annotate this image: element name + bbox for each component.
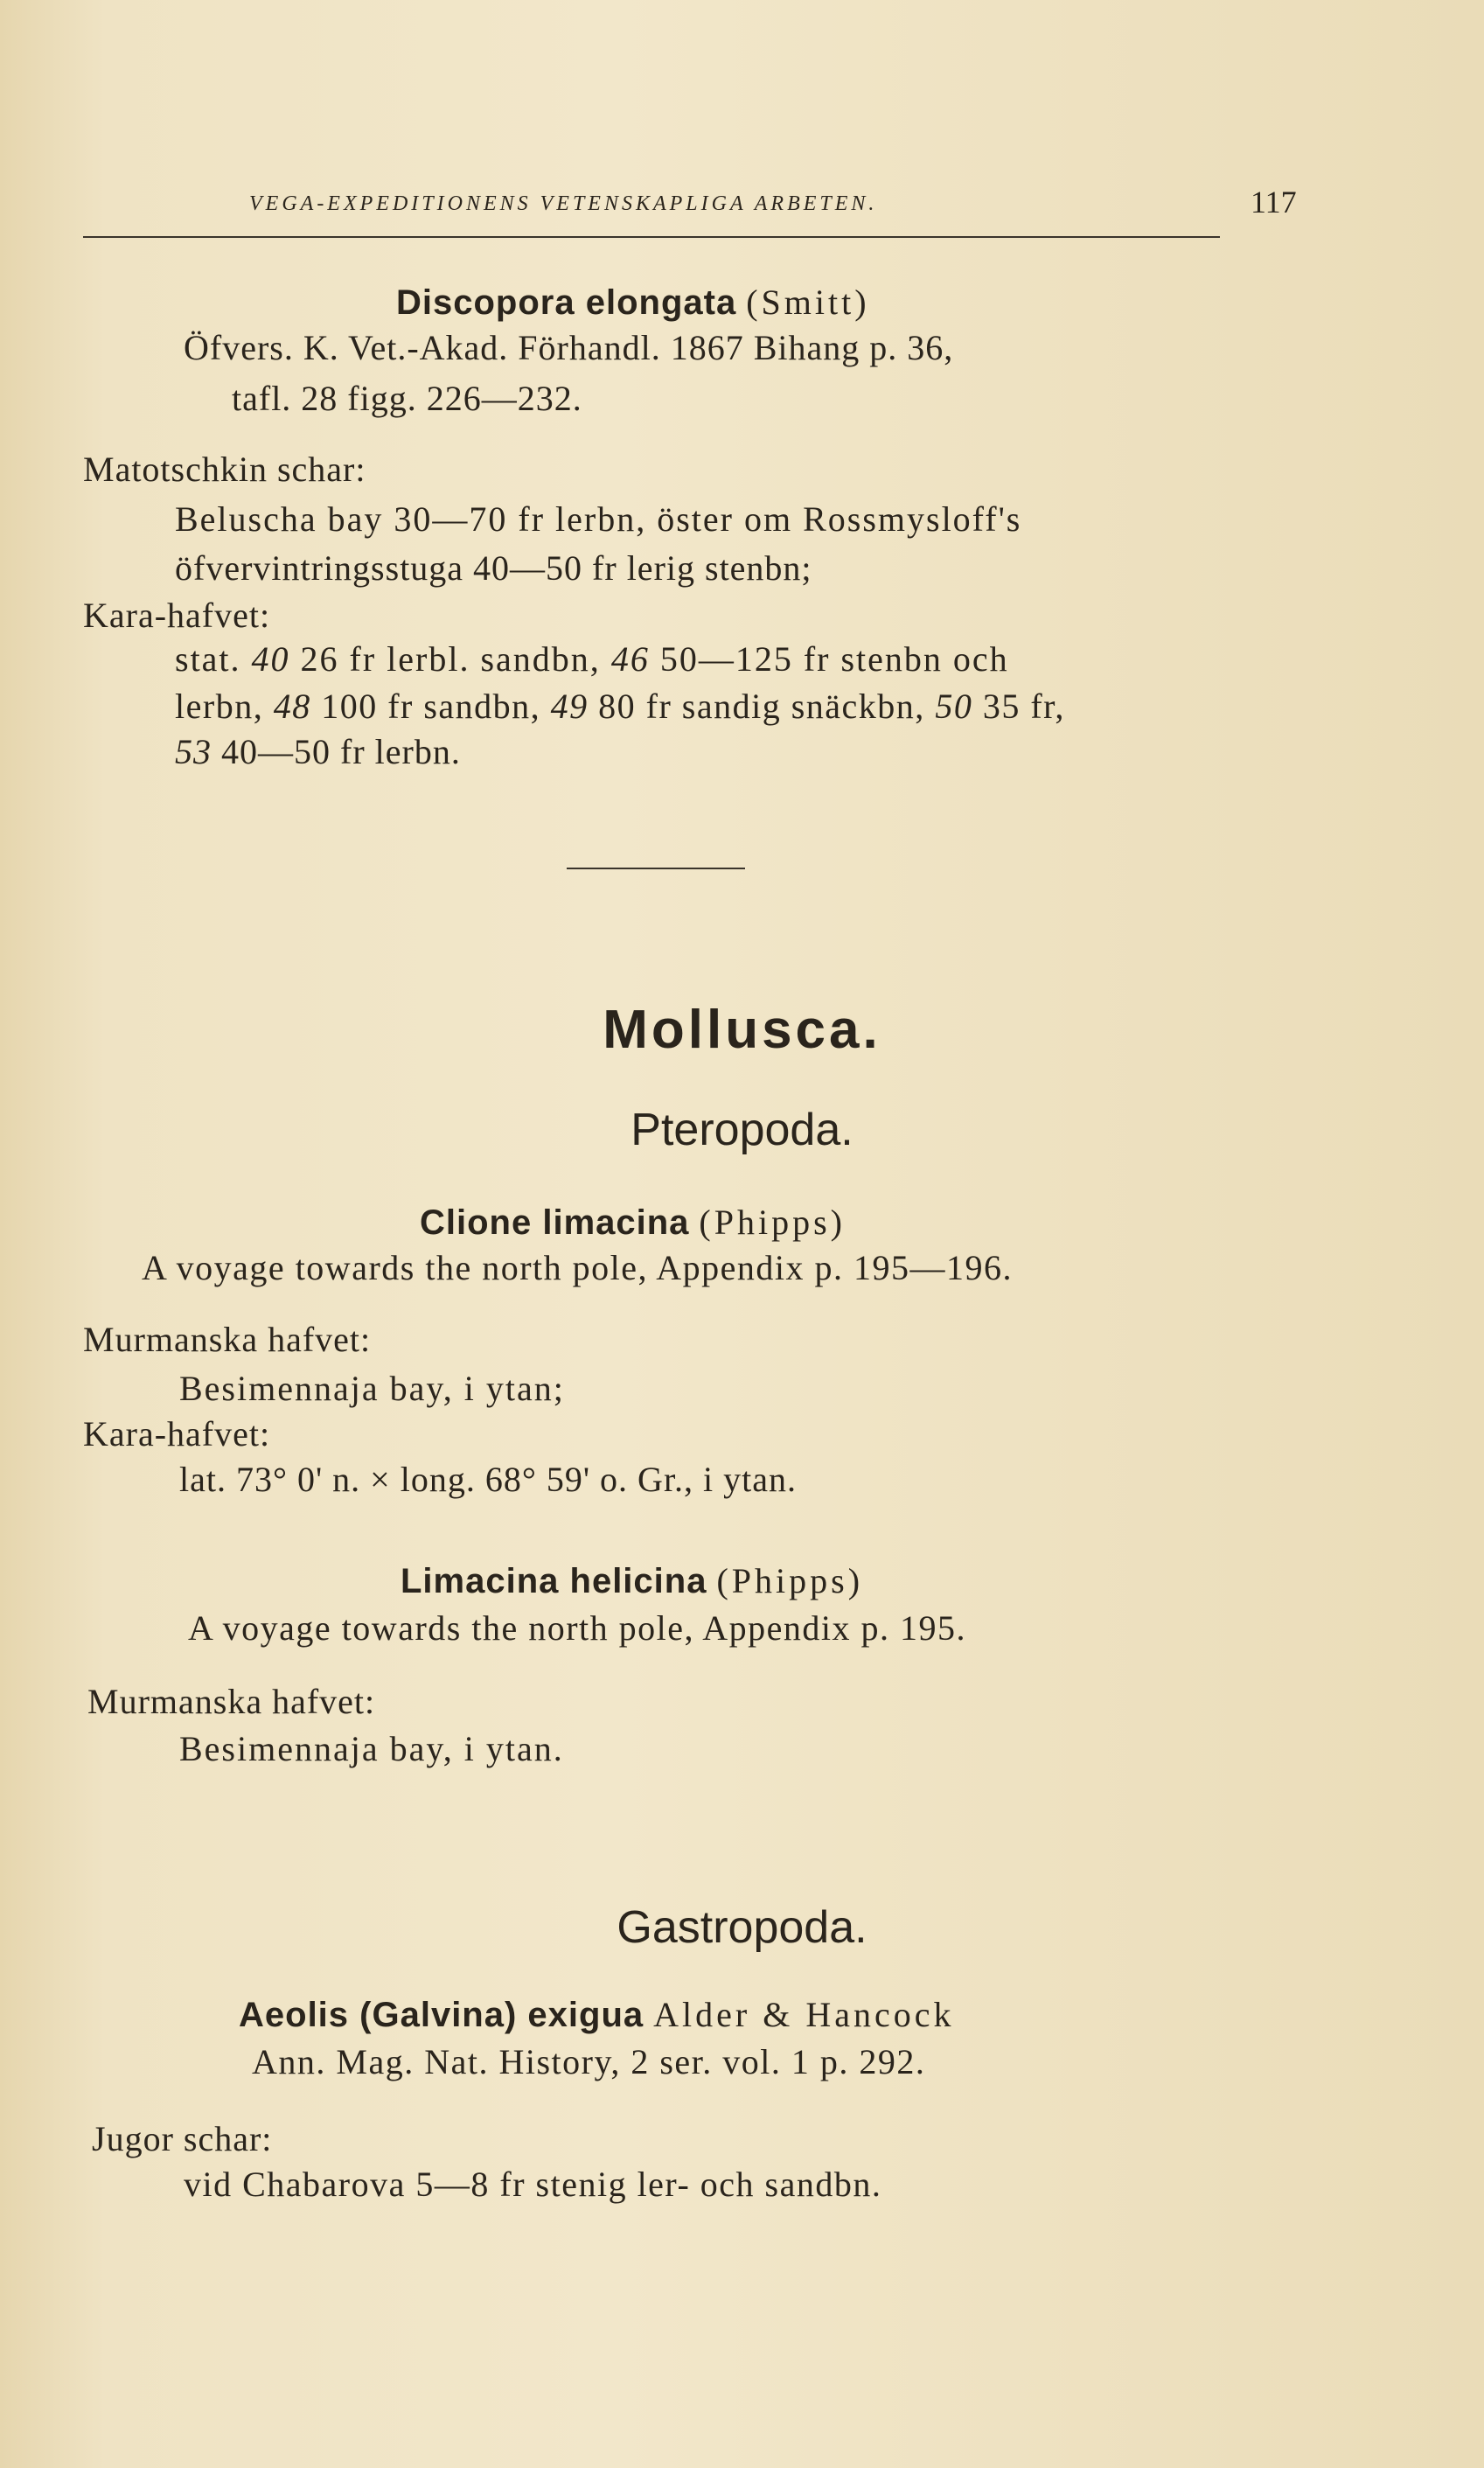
species-author: (Smitt) xyxy=(746,282,870,322)
species-heading-limacina xyxy=(401,1560,863,1601)
species-name: Limacina helicina xyxy=(401,1562,707,1600)
running-title: VEGA-EXPEDITIONENS VETENSKAPLIGA ARBETEN. xyxy=(249,192,878,215)
locality-heading: Jugor schar: xyxy=(92,2119,273,2158)
species-author: (Phipps) xyxy=(699,1203,846,1242)
locality-detail: lerbn, 48 100 fr sandbn, 49 80 fr sandig snäckbn, 50 35 fr, xyxy=(175,687,1065,726)
locality-detail: lat. 73° 0' n. × long. 68° 59' o. Gr., i ytan. xyxy=(179,1460,798,1499)
reference-line: A voyage towards the north pole, Appendix p. 195. xyxy=(188,1608,967,1648)
locality-heading: Kara-hafvet: xyxy=(83,1414,271,1454)
page-number: 117 xyxy=(1251,185,1297,220)
locality-heading: Kara-hafvet: xyxy=(83,596,271,635)
species-author: (Phipps) xyxy=(716,1561,864,1600)
reference-line: Öfvers. K. Vet.-Akad. Förhandl. 1867 Bihang p. 36, xyxy=(184,328,954,367)
locality-detail: Beluscha bay 30—70 fr lerbn, öster om Rossmysloff's xyxy=(175,499,1022,539)
species-name: Clione limacina xyxy=(420,1203,690,1242)
subsection-title-gastropoda: Gastropoda. xyxy=(617,1902,867,1953)
reference-line: A voyage towards the north pole, Appendix p. 195—196. xyxy=(142,1248,1014,1287)
species-name: Discopora elongata xyxy=(396,283,737,322)
locality-heading: Murmanska hafvet: xyxy=(87,1682,376,1721)
species-name: Aeolis (Galvina) exigua xyxy=(239,1996,644,2034)
locality-detail: Besimennaja bay, i ytan; xyxy=(179,1369,565,1408)
section-title-mollusca: Mollusca. xyxy=(603,1000,881,1060)
species-author: Alder & Hancock xyxy=(653,1995,955,2034)
locality-detail: Besimennaja bay, i ytan. xyxy=(179,1729,564,1768)
species-heading-clione xyxy=(420,1202,846,1243)
species-heading-discopora xyxy=(396,282,870,323)
page-header xyxy=(83,184,1297,238)
locality-detail: öfvervintringsstuga 40—50 fr lerig stenbn; xyxy=(175,548,812,588)
locality-detail: 53 40—50 fr lerbn. xyxy=(175,732,461,771)
locality-heading: Murmanska hafvet: xyxy=(83,1320,372,1359)
subsection-title-pteropoda: Pteropoda. xyxy=(631,1105,853,1155)
section-divider xyxy=(567,868,745,869)
reference-line: Ann. Mag. Nat. History, 2 ser. vol. 1 p. 292. xyxy=(252,2042,926,2081)
locality-detail: stat. 40 26 fr lerbl. sandbn, 46 50—125 fr stenbn och xyxy=(175,639,1009,679)
locality-heading: Matotschkin schar: xyxy=(83,450,366,489)
reference-line: tafl. 28 figg. 226—232. xyxy=(232,379,582,418)
locality-detail: vid Chabarova 5—8 fr stenig ler- och sandbn. xyxy=(184,2165,882,2204)
species-heading-aeolis xyxy=(239,1994,954,2035)
